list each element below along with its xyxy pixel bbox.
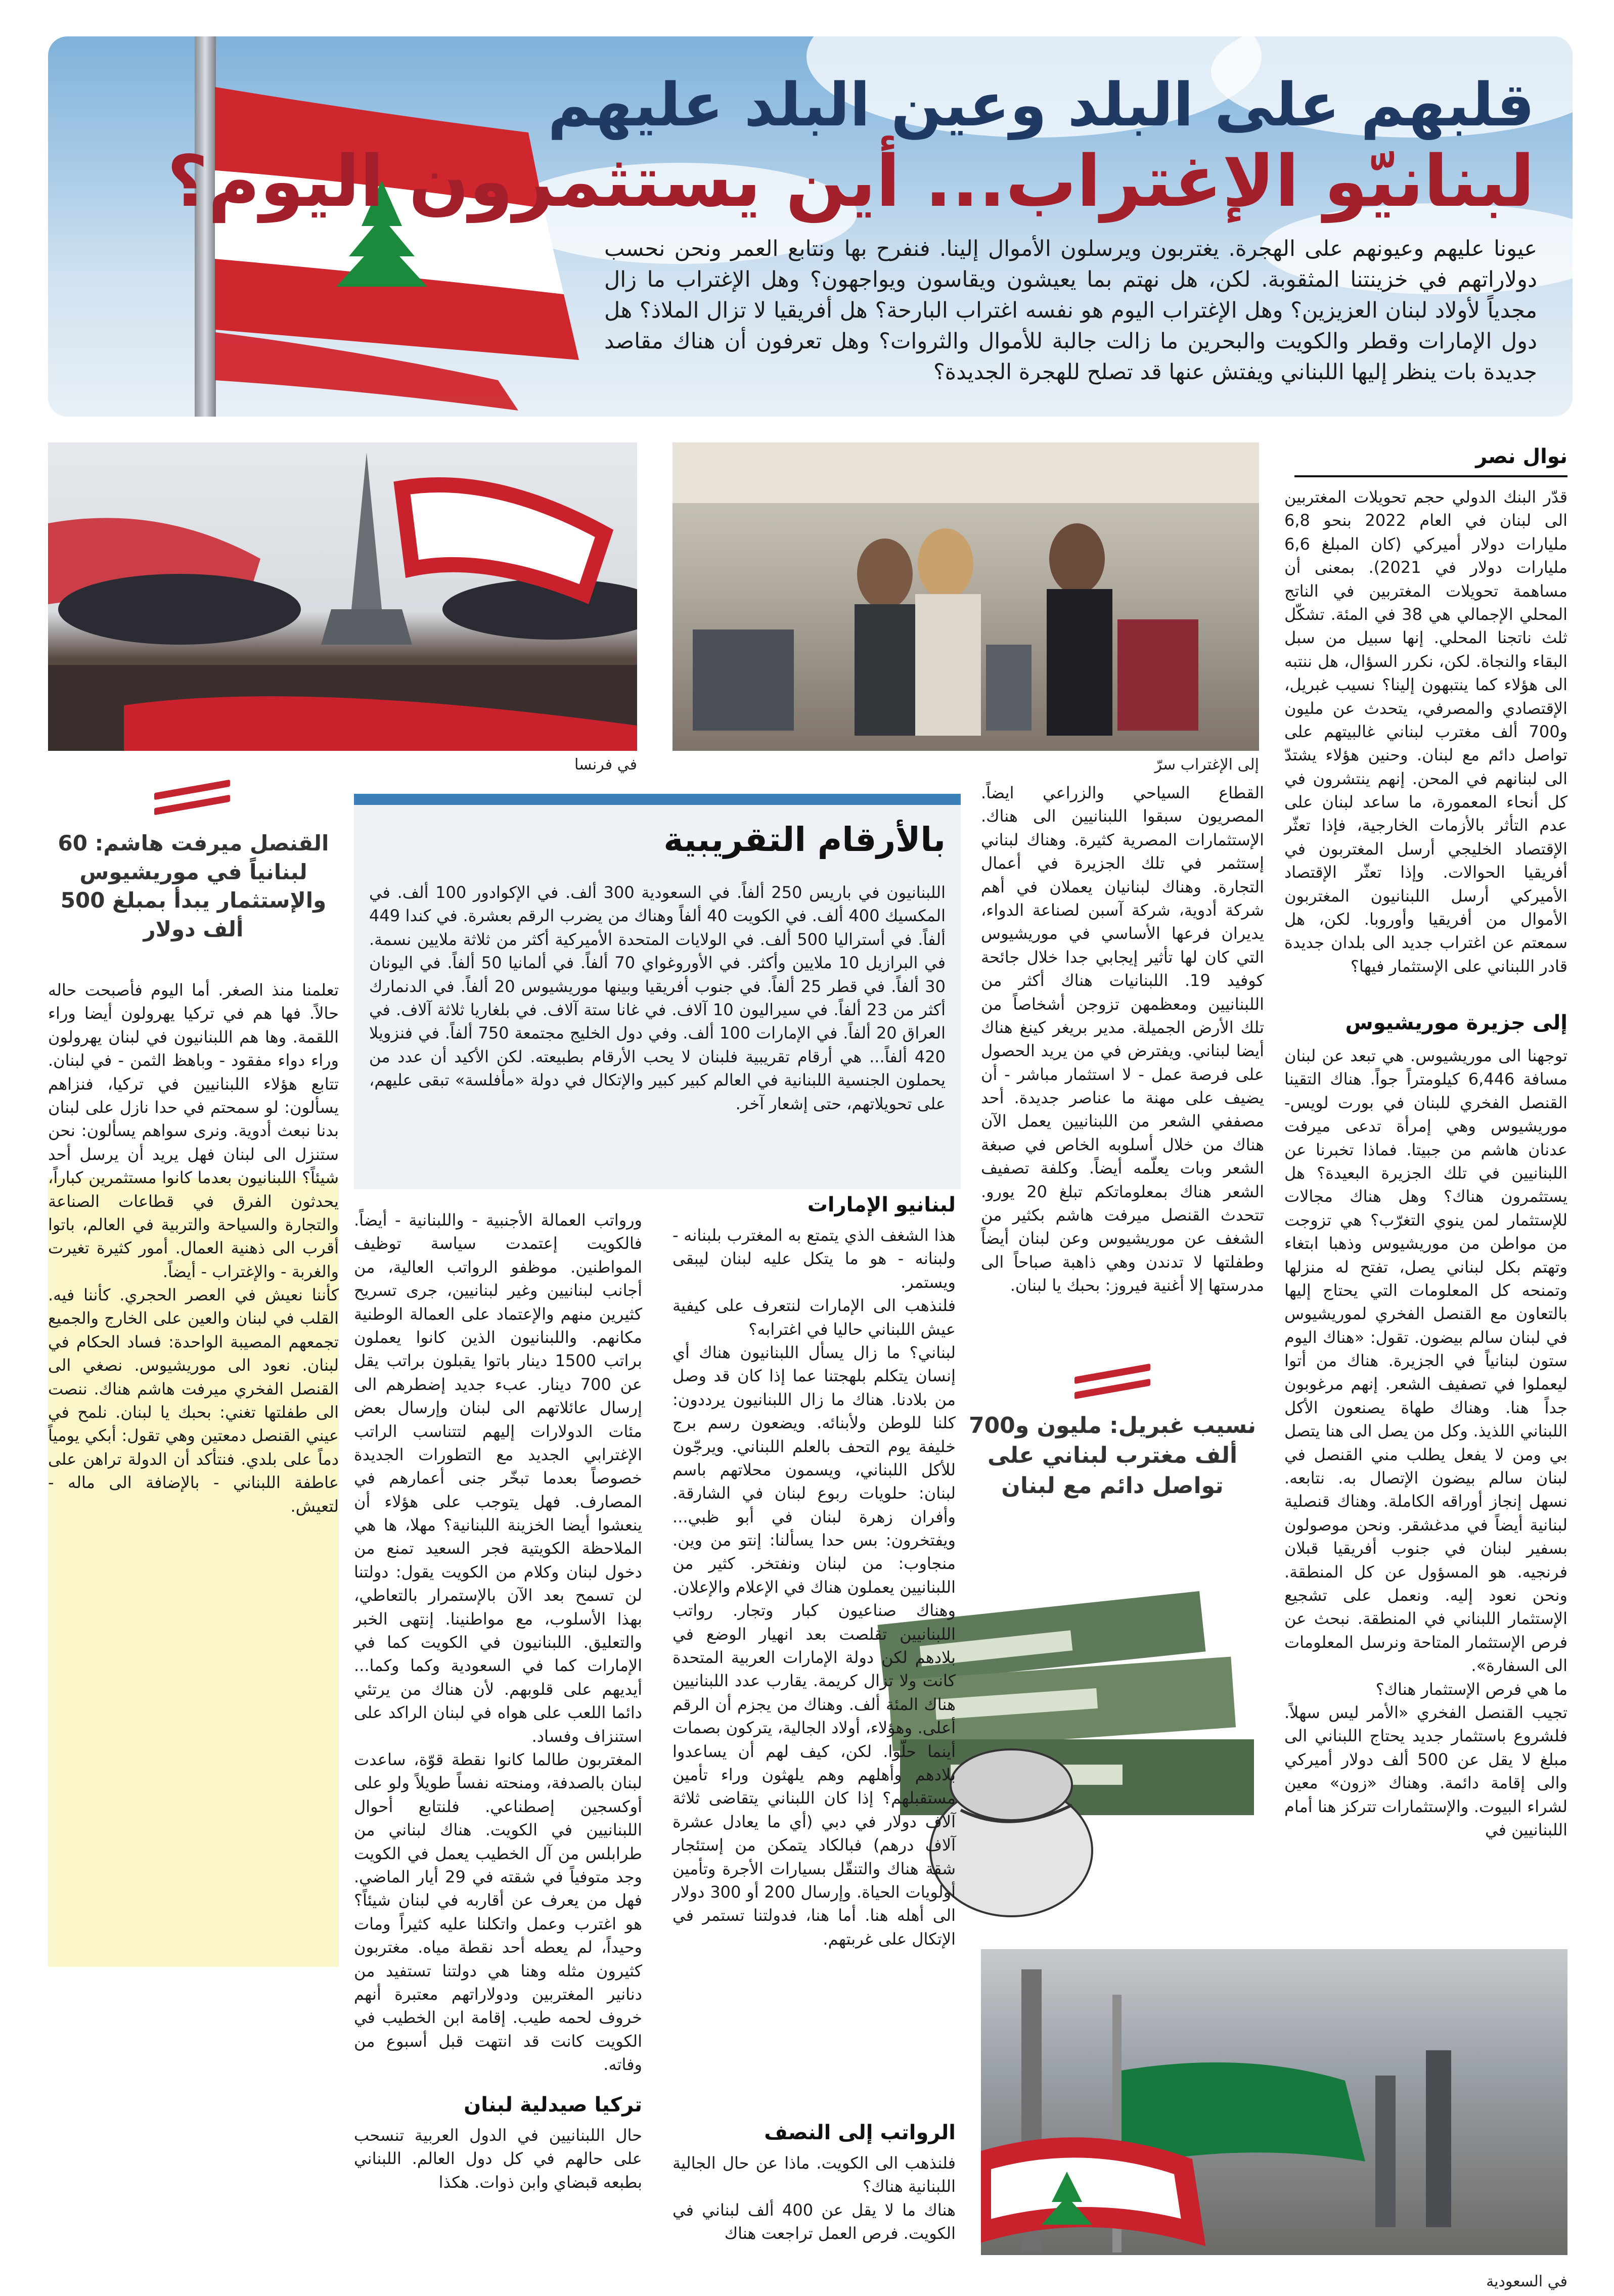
intro-paragraph: عيونا عليهم وعيونهم على الهجرة. يغتربون ويرسلون الأموال إلينا. فنفرح بها ونتابع العمر ونحن نحسب دولاراتهم في خزينتنا المثقوبة. لكن، هل نهتم بما يعيشون ويقاسون ويواجهون؟ وهل الإغتراب ما زال مجدياً لأولاد لبنان العزيزين؟ وهل الإغتراب اليوم هو نفسه اغتراب البارحة؟ هل أفريقيا لا تزال الملاذ؟ هل دول الإمارات وقطر والكويت والبحرين ما زالت جالبة للأموال والثروات؟ وهل تعرفون أن هناك مقاصد جديدة بات ينظر إليها اللبناني ويفتش عنها قد تصلح للهجرة الجديدة؟ — [604, 236, 1537, 385]
photo-saudi-flags — [981, 1949, 1567, 2255]
stats-box — [354, 805, 961, 1189]
headline-kicker: قلبهم على البلد وعين البلد عليهم — [548, 70, 1535, 140]
article-column-3b: فلنذهب الى الكويت. ماذا عن حال الجالية اللبنانية هناك؟ هناك ما لا يقل عن 400 ألف لبناني في الكويت. فرص العمل تراجعت هناك — [672, 2153, 956, 2243]
subhead-turkey-pharmacy: تركيا صيدلية لبنان — [464, 2093, 642, 2117]
flag-pole — [195, 36, 216, 417]
subhead-salaries-halved: الرواتب إلى النصف — [764, 2121, 956, 2144]
stats-box-title: بالأرقام التقريبية — [663, 820, 946, 859]
article-column-1a: قدّر البنك الدولي حجم تحويلات المغتربين الى لبنان في العام 2022 بنحو 6,8 مليارات دولار أميركي (كان المبلغ 6,6 مليارات دولار في 2021). بمعنى أن مساهمة تحويلات المغتربين في الناتج المحلي الإجمالي هي 38 في المئة. تشكّل ثلث ناتجنا المحلي. إنها سبيل من سبل البقاء والنجاة. لكن، نكرر السؤال، هل ننتبه الى هؤلاء كما ينتبهون إلينا؟ نسيب غبريل، الإقتصادي والمصرفي، يتحدث عن مليون و700 ألف مغترب لبناني غالبيتهم على تواصل دائم مع لبنان. وحنين هؤلاء يشتدّ الى لبنانهم في المحن. إنهم ينتشرون في كل أنحاء المعمورة، ما ساعد لبنان على عدم التأثر بالأزمات الخارجية، فإذا تعثّر الإقتصاد الخليجي أرسل المغتربون في أفريقيا الحوالات. وإذا تعثّر الإقتصاد الأميركي أرسل اللبنانيون المغتربون الأموال من أفريقيا وأوروبا. لكن، هل سمعتم عن اغتراب جديد الى بلدان جديدة قادر اللبناني على الإستثمار فيها؟ — [1284, 487, 1568, 976]
photo-airport-travellers — [672, 442, 1259, 751]
pull-quote-ghabril — [961, 1370, 1264, 1537]
byline-rule — [1294, 475, 1567, 477]
article-column-5: تعلمنا منذ الصغر. أما اليوم فأصبحت حاله حالاً. فها هم في تركيا يهرولون أيضا وراء اللقمة. وها هم اللبنانيون في لبنان يهرولون وراء دواء مفقود - وباهظ الثمن - في لبنان. تتابع هؤلاء اللبنانيين في تركيا، فنزاهم يسألون: لو سمحتم في حدا نازل على لبنان بدنا نبعث أدوية. ونرى سواهم يسألون: نحن ستنزل الى لبنان فهل يريد أن يرسل أحد شيئاً؟ اللبنانيون بعدما كانوا مستثمرين كباراً، يحدثون الفرق في قطاعات الصناعة والتجارة والسياحة والتربية في العالم، باتوا أقرب الى ذهنية العمال. أمور كثيرة تغيرت والغربة - والإغتراب - أيضاً. كأننا نعيش في العصر الحجري. كأننا فيه. القلب في لبنان والعين على الخارج والجميع تجمعهم المصيبة الواحدة: فساد الحكام في لبنان. نعود الى موريشيوس. نصغي الى القنصل الفخري ميرفت هاشم هناك. ننصت الى طفلتها تغني: بحبك يا لبنان. نلمح في عيني القنصل دمعتين وهي تقول: أبكي يومياً دماً على بلدي. فنتأكد أن الدولة تراهن على عاطفة اللبناني - بالإضافة الى ماله - لتعيش. — [48, 980, 339, 1516]
headline-main: لبنانيّو الإغتراب... أين يستثمرون اليوم؟ — [167, 141, 1535, 223]
header-banner — [48, 36, 1573, 417]
pull-quote-consul — [48, 786, 339, 968]
article-column-4b: حال اللبنانيين في الدول العربية تنسحب على حالهم في كل دول العالم. اللبناني بطبعه قبضاي وابن ذوات. هكذا — [354, 2126, 642, 2192]
caption-airport: إلى الإغتراب سرّ — [1154, 756, 1259, 774]
stats-box-text: اللبنانيون في باريس 250 ألفاً. في السعودية 300 ألف. في الإكوادور 100 ألف. في المكسيك 400 ألف. في الكويت 40 ألفاً وهناك من يضرب الرقم بعشرة. في كندا 449 ألفاً. في أستراليا 500 ألف. في الولايات المتحدة الأميركية أكثر من ثلاثة ملايين نسمة. في البرازيل 10 ملايين وأكثر. في الأوروغواي 70 ألفاً. في ألمانيا 50 ألفاً. في اليونان 30 ألفاً. في قطر 25 ألفاً. في جنوب أفريقيا وبينها موريشيوس 20 ألفاً. في الدنمارك أكثر من 23 ألفاً. في سيراليون 10 آلاف. في غانا ستة آلاف. في بلغاريا ثلاثة آلاف. في العراق 20 ألفاً. في الإمارات 100 ألف. وفي دول الخليج مجتمعة 750 ألفاً. في فنزويلا 420 ألفاً... هي أرقام تقريبية فلبنان لا يحب الأرقام بطبيعته. لكن الأكيد أن عدد من يحملون الجنسية اللبنانية في العالم كبير كبير والإتكال في دولة «مأفلسة» تبقى عليهم، على تحويلاتهم، حتى إشعار آخر. — [369, 883, 946, 1113]
article-column-1b: توجهنا الى موريشيوس. هي تبعد عن لبنان مسافة 6,446 كيلومتراً جواً. هناك التقينا القنصل الفخري للبنان في بورت لويس- موريشيوس وهي إمرأة تدعى ميرفت عدنان هاشم من جبيتا. فماذا تخبرنا عن اللبنانيين في تلك الجزيرة البعيدة؟ هل يستثمرون هناك؟ وهل هناك مجالات للإستثمار لمن ينوي التغرّب؟ هي تزوجت من مواطن من موريشيوس وذهبا ابتغاء وتهتم بكل لبناني يصل، تفتح له منزلها وتمنحه كل المعلومات التي يحتاج إليها بالتعاون مع القنصل الفخري لموريشيوس في لبنان سالم بيضون. تقول: «هناك اليوم ستون لبنانياً في الجزيرة. هناك من أتوا ليعملوا في تصفيف الشعر. إنهم مرغوبون جداً هنا. وهناك طهاة يصنعون الأكل اللبناني اللذيذ. وكل من يصل الى هنا يتصل بي ومن لا يفعل يطلب مني القنصل في لبنان سالم بيضون الإتصال به. نتابعه. نسهل إنجاز أوراقه الكاملة. وهناك قنصلية لبنانية أيضاً في مدغشقر. ونحن موصولون بسفير لبنان في جنوب أفريقيا قبلان فرنجيه. هو المسؤول عن كل المنطقة. ونحن نعود إليه. ونعمل على تشجيع الإستثمار اللبناني في المنطقة. نبحث عن فرص الإستثمار المتاحة ونرسل المعلومات الى السفارة». ما هي فرص الإستثمار هناك؟ تجيب القنصل الفخري «الأمر ليس سهلاً. فلشروع باستثمار جديد يحتاج اللبناني الى مبلغ لا يقل عن 500 ألف دولار أميركي والى إقامة دائمة. وهناك «زون» معين لشراء البيوت. والإستثمارات تتركز هنا أمام اللبنانيين في — [1284, 1046, 1568, 1839]
photo-france-protest — [48, 442, 637, 751]
stats-box-accent-bar — [354, 794, 961, 805]
article-column-4a: ورواتب العمالة الأجنبية - واللبنانية - أيضاً. فالكويت إعتمدت سياسة توظيف المواطنين. موظفو الرواتب العالية، من أجانب لبنانيين وغير لبنانيين، جرى تسريح كثيرين منهم والإعتماد على العمالة الوطنية مكانهم. واللبنانيون الذين كانوا يعملون براتب 1500 دينار باتوا يقبلون براتب يقل عن 700 دينار. عبء جديد إضطرهم الى إرسال عائلاتهم الى لبنان وإرسال بعض مئات الدولارات إليهم لتتناسب الراتب الإغترابي الجديد مع التطورات الجديدة خصوصاً بعدما تبخّر جنى أعمارهم في المصارف. فهل يتوجب على هؤلاء أن ينعشوا أيضا الخزينة اللبنانية؟ مهلا، ها هي الملاحظة الكويتية فجر السعيد تمنع من دخول لبنان وكلام من الكويت يقول: دولتنا لن تسمح بعد الآن بالإستمرار بالتعاطي، بهذا الأسلوب، مع مواطنينا. إنتهى الخبر والتعليق. اللبنانيون في الكويت كما في الإمارات كما في السعودية وكما وكما... أيديهم على قلوبهم. لأن هناك من يرتئي دائما اللعب على هواه في لبنان الراكد على استنزاف وفساد. المغتربون طالما كانوا نقطة قوّة، ساعدت لبنان بالصدفة، ومنحته نفساً طويلاً ولو على أوكسجين إصطناعي. فلنتابع أحوال اللبنانيين في الكويت. هناك لبناني من طرابلس من آل الخطيب يعمل في الكويت وجد متوفياً في شقته في 29 أيار الماضي. فهل من يعرف عن أقاربه في لبنان شيئاً؟ هو اغترب وعمل واتكلنا عليه كثيراً ومات وحيداً، لم يعطه أحد نقطة مياه. مغتربون كثيرون مثله وهنا هي دولتنا تستفيد من دنانير المغتربين ودولاراتهم معتبرة أنهم خروف لحمه طيب. إقامة ابن الخطيب في الكويت كانت قد انتهت قبل أسبوع من وفاته. — [354, 1210, 643, 2075]
pull-quote-ghabril-text: نسيب غبريل: مليون و700 ألف مغترب لبناني على تواصل دائم مع لبنان — [968, 1413, 1257, 1499]
caption-saudi: في السعودية — [1486, 2273, 1567, 2290]
article-column-2: القطاع السياحي والزراعي ايضاً. المصريون سبقوا اللبنانيين الى هناك. الإستثمارات المصرية كثيرة. وهناك لبناني إستثمر في تلك الجزيرة في أعمال التجارة. وهناك لبنانيان يعملان في أهم شركة أدوية، شركة آسبن لصناعة الدواء، يديران فرعها الأساسي في موريشيوس التي كان لها تأثير إيجابي جدا خلال جائحة كوفيد 19. اللبنانيات هناك أكثر من اللبنانيين ومعظمهن تزوجن أشخاصاً من تلك الأرض الجميلة. مدير بريغر كينغ هناك أيضا لبناني. ويفترض في من يريد الحصول على فرصة عمل - لا استثمار مباشر - أن يضيف على مهنة ما عناصر جديدة. أحد مصففي الشعر من اللبنانيين يعمل الآن هناك من خلال أسلوبه الخاص في صبغة الشعر وبات يعلّمه أيضاً. وكلفة تصفيف الشعر هناك بمعلوماتكم تبلغ 20 يورو. تتحدث القنصل ميرفت هاشم بكثير من الشغف عن موريشيوس وعن لبنان أيضاً وطفلتها لا تدندن وهي ذاهبة صباحاً الى مدرستها إلا أغنية فيروز: بحبك يا لبنان. — [981, 783, 1265, 1295]
subhead-mauritius: إلى جزيرة موريشيوس — [1345, 1011, 1567, 1034]
article-column-3a: هذا الشغف الذي يتمتع به المغترب بلبنانه - ولبنانه - هو ما يتكل عليه لبنان ليبقى ويستمر. فلنذهب الى الإمارات لنتعرف على كيفية عيش اللبناني حاليا في اغترابه؟ لبناني؟ ما زال يسأل اللبنانيون هناك أي إنسان يتكلم بلهجتنا عما إذا كان قد وصل من بلادنا. هناك ما زال اللبنانيون يرددون: كلنا للوطن ولأبنائه. ويضعون رسم برج خليفة يوم التحف بالعلم اللبناني. ويرجّون للأكل اللبناني، ويسمون محلاتهم باسم لبنان: حلويات ربوع لبنان في الشارقة. وأفران زهرة لبنان في أبو ظبي... ويفتخرون: بس حدا يسألنا: إنتو من وين. منجاوب: من لبنان ونفتخر. كثير من اللبنانيين يعملون هناك في الإعلام والإعلان. وهناك صناعيون كبار وتجار. رواتب اللبنانيين تقلصت بعد انهيار الوضع في بلادهم لكن دولة الإمارات العربية المتحدة كانت ولا تزال كريمة. يقارب عدد اللبنانيين هناك المئة ألف. وهناك من يجزم أن الرقم أعلى. وهؤلاء، أولاد الجالية، يتركون بصمات أينما حلّوا. لكن، كيف لهم أن يساعدوا بلادهم وأهلهم وهم يلهثون وراء تأمين مستقبلهم؟ إذا كان اللبناني يتقاضى ثلاثة آلاف دولار في دبي (أي ما يعادل عشرة آلاف درهم) فبالكاد يتمكن من إستئجار شقة هناك والتنقّل بسيارات الأجرة وتأمين أولويات الحياة. وإرسال 200 أو 300 دولار الى أهله هنا. أما هنا، فدولتنا تستمر في الإتكال على غربتهم. — [672, 1226, 956, 1949]
author-byline: نوال نصر — [1475, 445, 1567, 468]
caption-france: في فرنسا — [574, 756, 637, 774]
subhead-emirates: لبنانيو الإمارات — [807, 1193, 956, 1217]
pull-quote-consul-text: القنصل ميرفت هاشم: 60 لبنانياً في موريشيوس والإستثمار يبدأ بمبلغ 500 ألف دولار — [58, 831, 329, 942]
